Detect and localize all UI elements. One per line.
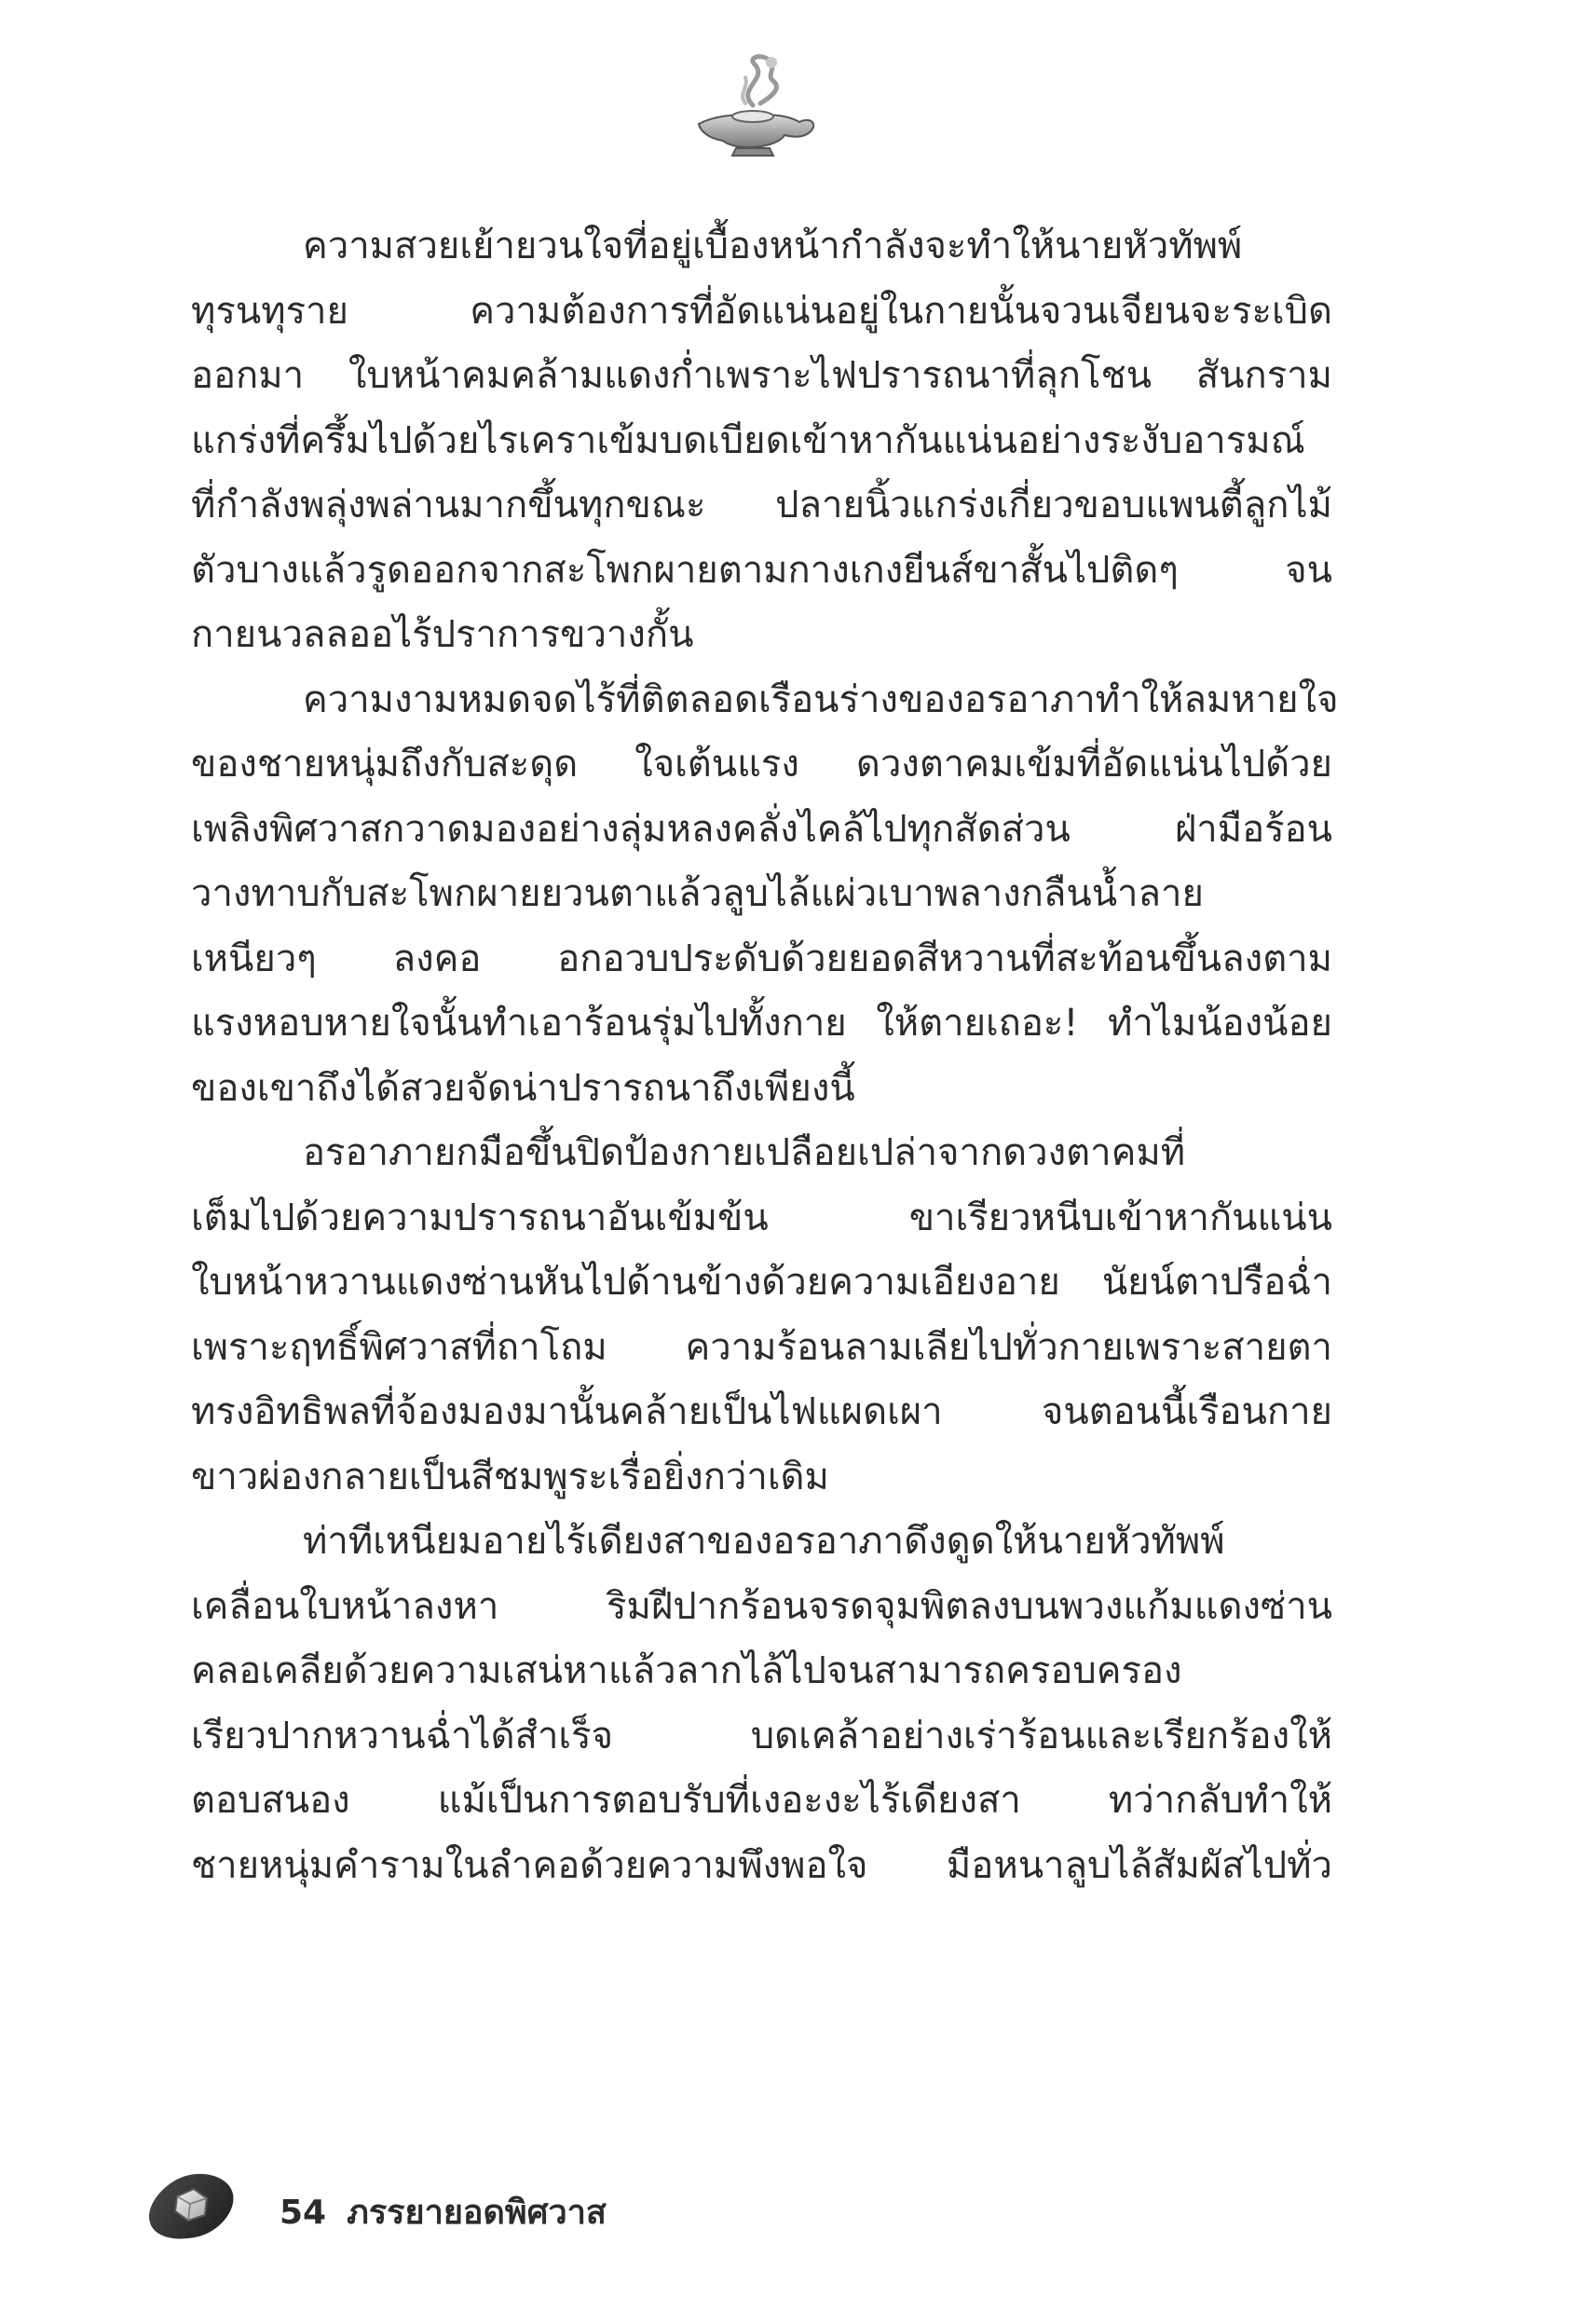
book-title: ภรรยายอดพิศวาส xyxy=(347,2194,607,2232)
text-line: แกร่งที่ครึ้มไปด้วยไรเคราเข้มบดเบียดเข้าหากันแน่นอย่างระงับอารมณ์ xyxy=(191,418,1305,462)
paragraph xyxy=(191,1121,1332,1510)
lamp-with-flame-ornament-icon xyxy=(680,51,820,163)
text-line: ตัวบางแล้วรูดออกจากสะโพกผายตามกางเกงยีนส์ขาสั้นไปติดๆ จน xyxy=(191,548,1332,592)
text-line: กายนวลลออไร้ปราการขวางกั้น xyxy=(191,613,694,656)
gem-pillow-ornament-icon xyxy=(140,2167,242,2246)
paragraph xyxy=(191,214,1332,668)
text-line: ใบหน้าหวานแดงซ่านหันไปด้านข้างด้วยความเอียงอาย นัยน์ตาปรือฉ่ำ xyxy=(191,1261,1332,1304)
footer-text xyxy=(280,2185,627,2238)
text-line: ท่าทีเหนียมอายไร้เดียงสาของอรอาภาดึงดูดให้นายหัวทัพพ์ xyxy=(303,1520,1225,1563)
text-line: ของชายหนุ่มถึงกับสะดุด ใจเต้นแรง ดวงตาคมเข้มที่อัดแน่นไปด้วย xyxy=(191,743,1332,786)
body-text xyxy=(191,214,1339,1898)
text-line: ชายหนุ่มคำรามในลำคอด้วยความพึงพอใจ มือหนาลูบไล้สัมผัสไปทั่ว xyxy=(191,1843,1332,1887)
text-line: เพลิงพิศวาสกวาดมองอย่างลุ่มหลงคลั่งไคล้ไปทุกสัดส่วน ฝ่ามือร้อน xyxy=(191,807,1332,851)
text-line: ที่กำลังพลุ่งพล่านมากขึ้นทุกขณะ ปลายนิ้วแกร่งเกี่ยวขอบแพนตี้ลูกไม้ xyxy=(191,484,1332,526)
text-line: ของเขาถึงได้สวยจัดน่าปรารถนาถึงเพียงนี้ xyxy=(191,1066,855,1110)
text-line: ความงามหมดจดไร้ที่ติตลอดเรือนร่างของอรอาภาทำให้ลมหายใจ xyxy=(303,677,1339,721)
text-line: เต็มไปด้วยความปรารถนาอันเข้มข้น ขาเรียวหนีบเข้าหากันแน่น xyxy=(191,1196,1332,1239)
text-line: วางทาบกับสะโพกผายยวนตาแล้วลูบไล้แผ่วเบาพลางกลืนน้ำลาย xyxy=(191,872,1204,915)
text-line: อรอาภายกมือขึ้นปิดป้องกายเปลือยเปล่าจากดวงตาคมที่ xyxy=(303,1131,1186,1174)
text-line: ตอบสนอง แม้เป็นการตอบรับที่เงอะงะไร้เดียงสา ทว่ากลับทำให้ xyxy=(191,1779,1332,1822)
text-line: เรียวปากหวานฉ่ำได้สำเร็จ บดเคล้าอย่างเร่าร้อนและเรียกร้องให้ xyxy=(191,1714,1332,1757)
paragraph xyxy=(191,668,1339,1122)
text-line: คลอเคลียด้วยความเสน่หาแล้วลากไล้ไปจนสามารถครอบครอง xyxy=(191,1649,1182,1692)
page-footer xyxy=(140,2167,792,2250)
text-line: ทุรนทุราย ความต้องการที่อัดแน่นอยู่ในกายนั้นจวนเจียนจะระเบิด xyxy=(191,289,1332,333)
page-number: 54 xyxy=(280,2194,327,2232)
text-line: เคลื่อนใบหน้าลงหา ริมฝีปากร้อนจรดจุมพิตลงบนพวงแก้มแดงซ่าน xyxy=(191,1584,1332,1628)
text-line: ขาวผ่องกลายเป็นสีชมพูระเรื่อยิ่งกว่าเดิม xyxy=(191,1455,829,1498)
paragraph xyxy=(191,1510,1332,1898)
text-line: แรงหอบหายใจนั้นทำเอาร้อนรุ่มไปทั้งกาย ให้ตายเถอะ! ทำไมน้องน้อย xyxy=(191,1002,1332,1045)
text-line: เพราะฤทธิ์พิศวาสที่ถาโถม ความร้อนลามเลียไปทั่วกายเพราะสายตา xyxy=(191,1325,1332,1369)
text-line: ทรงอิทธิพลที่จ้องมองมานั้นคล้ายเป็นไฟแผดเผา จนตอนนี้เรือนกาย xyxy=(191,1390,1332,1433)
text-line: ความสวยเย้ายวนใจที่อยู่เบื้องหน้ากำลังจะทำให้นายหัวทัพพ์ xyxy=(303,225,1243,267)
text-line: เหนียวๆ ลงคอ อกอวบประดับด้วยยอดสีหวานที่สะท้อนขึ้นลงตาม xyxy=(191,937,1332,980)
text-line: ออกมา ใบหน้าคมคล้ามแดงก่ำเพราะไฟปรารถนาที่ลุกโชน สันกราม xyxy=(191,354,1332,397)
